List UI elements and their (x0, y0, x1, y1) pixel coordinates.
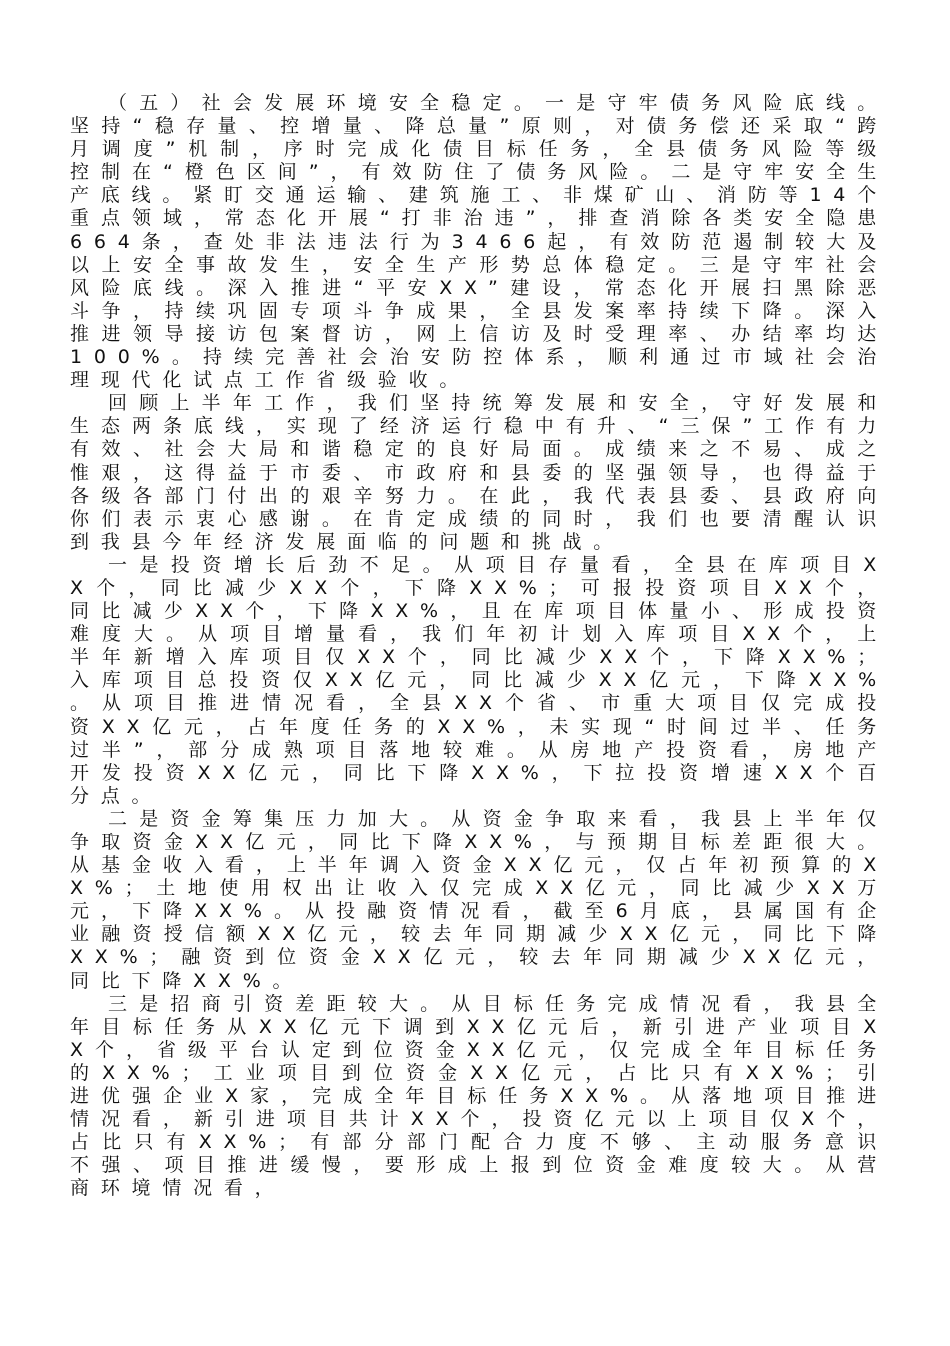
paragraph-investment-growth: 一是投资增长后劲不足。从项目存量看，全县在库项目XX个，同比减少XX个，下降XX%；可报投资项目XX个，同比减少XX个，下降XX%，且在库项目体量小、形成投资难度大。从项目增量看，我们年初计划入库项目XX个，上半年新增入库项目仅XX个，同比减少XX个，下降XX%；入库项目总投资仅XX亿元，同比减少XX亿元，下降XX%。从项目推进情况看，全县XX个省、市重大项目仅完成投资XX亿元，占年度任务的XX%，未实现“时间过半、任务过半”，部分成熟项目落地较难。从房地产投资看，房地产开发投资XX亿元，同比下降XX%，下拉投资增速XX个百分点。 (70, 553, 888, 807)
paragraph-funding-pressure: 二是资金筹集压力加大。从资金争取来看，我县上半年仅争取资金XX亿元，同比下降XX%，与预期目标差距很大。从基金收入看，上半年调入资金XX亿元，仅占年初预算的XX%；土地使用权出让收入仅完成XX亿元，同比减少XX万元，下降XX%。从投融资情况看，截至6月底，县属国有企业融资授信额XX亿元，较去年同期减少XX亿元，同比下降XX%；融资到位资金XX亿元，较去年同期减少XX亿元，同比下降XX%。 (70, 807, 888, 992)
paragraph-social-stability: （五）社会发展环境安全稳定。一是守牢债务风险底线。坚持“稳存量、控增量、降总量”原则，对债务偿还采取“跨月调度”机制，序时完成化债目标任务，全县债务风险等级控制在“橙色区间”，有效防住了债务风险。二是守牢安全生产底线。紧盯交通运输、建筑施工、非煤矿山、消防等14个重点领域，常态化开展“打非治违”，排查消除各类安全隐患664条，查处非法违法行为3466起，有效防范遏制较大及以上安全事故发生，安全生产形势总体稳定。三是守牢社会风险底线。深入推进“平安XX”建设，常态化开展扫黑除恶斗争，持续巩固专项斗争成果，全县发案率持续下降。深入推进领导接访包案督访，网上信访及时受理率、办结率均达100%。持续完善社会治安防控体系，顺利通过市域社会治理现代化试点工作省级验收。 (70, 92, 888, 392)
paragraph-investment-attraction: 三是招商引资差距较大。从目标任务完成情况看，我县全年目标任务从XX亿元下调到XX亿元后，新引进产业项目XX个，省级平台认定到位资金XX亿元，仅完成全年目标任务的XX%；工业项目到位资金XX亿元，占比只有XX%；引进优强企业X家，完成全年目标任务XX%。从落地项目推进情况看，新引进项目共计XX个，投资亿元以上项目仅X个，占比只有XX%；有部分部门配合力度不够、主动服务意识不强、项目推进缓慢，要形成上报到位资金难度较大。从营商环境情况看， (70, 992, 888, 1200)
paragraph-review-first-half: 回顾上半年工作，我们坚持统筹发展和安全，守好发展和生态两条底线，实现了经济运行稳中有升、“三保”工作有力有效、社会大局和谐稳定的良好局面。成绩来之不易、成之惟艰，这得益于市委、市政府和县委的坚强领导，也得益于各级各部门付出的艰辛努力。在此，我代表县委、县政府向你们表示衷心感谢。在肯定成绩的同时，我们也要清醒认识到我县今年经济发展面临的问题和挑战。 (70, 392, 888, 553)
document-page (70, 92, 888, 1201)
